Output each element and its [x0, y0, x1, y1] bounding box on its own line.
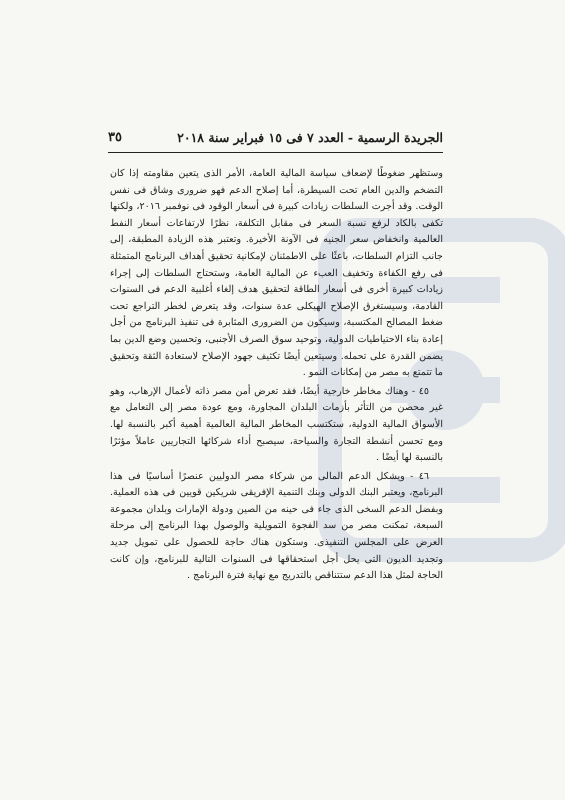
- body-text: [110, 166, 443, 587]
- page-header: [108, 130, 443, 150]
- header-divider: [108, 152, 443, 153]
- gazette-title: الجريدة الرسمية - العدد ٧ فى ١٥ فبراير سنة ٢٠١٨: [177, 130, 443, 145]
- paragraph: ٤٦ - ويشكل الدعم المالى من شركاء مصر الدوليين عنصرًا أساسيًا فى هذا البرنامج، ويعتبر البنك الدولى وبنك التنمية الإفريقى شريكين قويين فى هذه العملية. وبفضل الدعم السخى الذى جاء فى حينه من الصين ودولة الإمارات وبلدان مجموعة السبعة، تمكنت مصر من سد الفجوة التمويلية والوصول بهذا البرنامج إلى مرحلة العرض على المجلس التنفيذى. وستكون هناك حاجة للحصول على تمويل جديد وتجديد الديون التى يحل أجل استحقاقها فى السنوات التالية للبرنامج، وإن كانت الحاجة لمثل هذا الدعم ستتناقص بالتدريج مع نهاية فترة البرنامج .: [110, 470, 443, 582]
- paragraph: وستظهر ضغوطًا لإضعاف سياسة المالية العامة، الأمر الذى يتعين مقاومته إذا كان التضخم والدين العام تحت السيطرة، أما إصلاح الدعم فهو ضرورى وشاق فى نفس الوقت. وقد أجرت السلطات زيادات كبيرة فى أسعار الوقود فى نوفمبر ٢٠١٦، ولكنها تكفى بالكاد لرفع نسبة السعر فى مقابل التكلفة، نظرًا لارتفاعات أسعار النفط العالمية وانخفاض سعر الجنيه فى الآونة الأخيرة. وتعتبر هذه الزيادة المطبقة، إلى جانب التزام السلطات، باعثًا على الاطمئنان لإمكانية تحقيق أهداف البرنامج المتمثلة فى رفع الكفاءة وتخفيف العبء عن المالية العامة، وستحتاج السلطات إلى إجراء زيادات كبيرة أخرى فى أسعار الطاقة لتحقيق هدف إلغاء أغلبية الدعم فى السنوات القادمة، وسيستغرق الإصلاح الهيكلى عدة سنوات، وقد يتعرض لخطر التراجع تحت ضغط المصالح المكتسبة، وسيكون من الضرورى المثابرة فى تنفيذ البرنامج من أجل إعادة بناء الاحتياطيات الدولية، وتوحيد سوق الصرف الأجنبى، وتحسين وضع الدين بما يضمن القدرة على تحمله. وسيتعين أيضًا تكثيف جهود الإصلاح لاستعادة الثقة وتحقيق ما تتمتع به مصر من إمكانات النمو .: [110, 168, 443, 379]
- paragraph: ٤٥ - وهناك مخاطر خارجية أيضًا، فقد تعرض أمن مصر ذاته لأعمال الإرهاب، وهو غير محصن من التأثر بأزمات البلدان المجاورة، ومع عودة مصر إلى التعامل مع الأسواق المالية الدولية، ستكتسب المخاطر المالية العالمية أهمية أكبر بالنسبة لها. ومع تحسن أنشطة التجارة والسياحة، سيصبح أداء شركائها التجاريين عاملاً مؤثرًا بالنسبة لها أيضًا .: [110, 385, 443, 464]
- page-number: ٣٥: [108, 130, 122, 145]
